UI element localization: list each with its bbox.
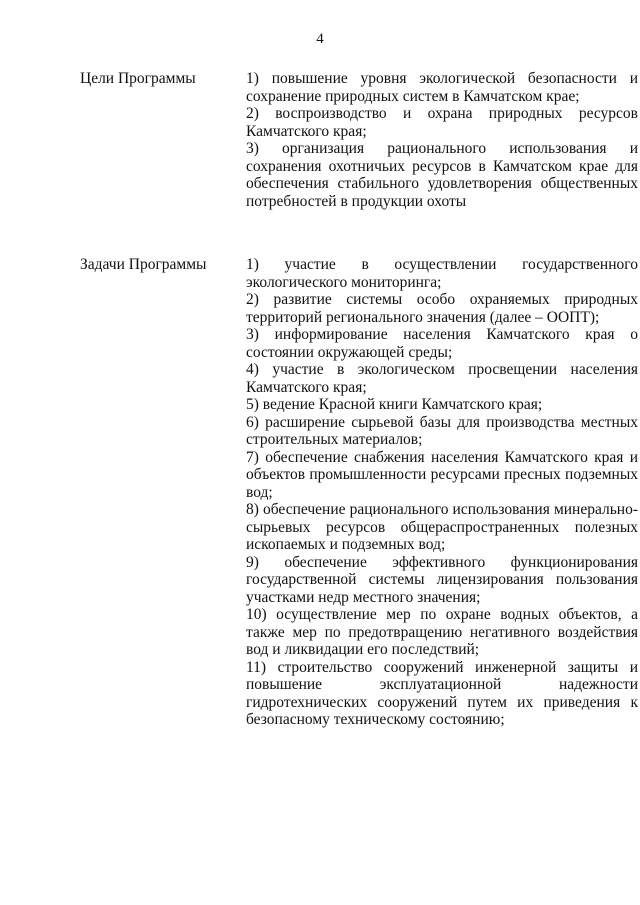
goal-item: 3) организация рационального использования и сохранения охотничьих ресурсов в Камчатском крае для обеспечения стабильного удовлетворения общественных потребностей в продукции охоты — [246, 140, 638, 210]
task-item: 10) осуществление мер по охране водных объектов, а также мер по предотвращению негативного воздействия вод и ликвидации его последствий; — [246, 606, 638, 658]
task-item: 6) расширение сырьевой базы для производства местных строительных материалов; — [246, 413, 638, 448]
goals-list — [246, 70, 638, 210]
task-item: 5) ведение Красной книги Камчатского края; — [246, 396, 543, 413]
goal-item: 1) повышение уровня экологической безопасности и сохранение природных систем в Камчатском крае; — [246, 70, 638, 105]
page-number: 4 — [316, 31, 324, 47]
tasks-label: Задачи Программы — [80, 256, 207, 273]
task-item: 1) участие в осуществлении государственного экологического мониторинга; — [246, 256, 638, 291]
task-item: 8) обеспечение рационального использования минерально-сырьевых ресурсов общераспространенных полезных ископаемых и подземных вод; — [246, 501, 638, 553]
task-item: 4) участие в экологическом просвещении населения Камчатского края; — [246, 361, 638, 396]
goals-label: Цели Программы — [80, 70, 196, 87]
tasks-list — [246, 256, 638, 729]
task-item: 11) строительство сооружений инженерной защиты и повышение эксплуатационной надежности гидротехнических сооружений путем их приведения к безопасному техническому состоянию; — [246, 658, 638, 728]
task-item: 7) обеспечение снабжения населения Камчатского края и объектов промышленности ресурсами пресных подземных вод; — [246, 448, 638, 501]
goal-item: 2) воспроизводство и охрана природных ресурсов Камчатского края; — [246, 105, 638, 140]
task-item: 2) развитие системы особо охраняемых природных территорий регионального значения (далее – ООПТ); — [246, 291, 638, 326]
task-item: 3) информирование населения Камчатского края о состоянии окружающей среды; — [246, 326, 638, 361]
task-item: 9) обеспечение эффективного функционирования государственной системы лицензирования пользования участками недр местного значения; — [246, 553, 638, 606]
